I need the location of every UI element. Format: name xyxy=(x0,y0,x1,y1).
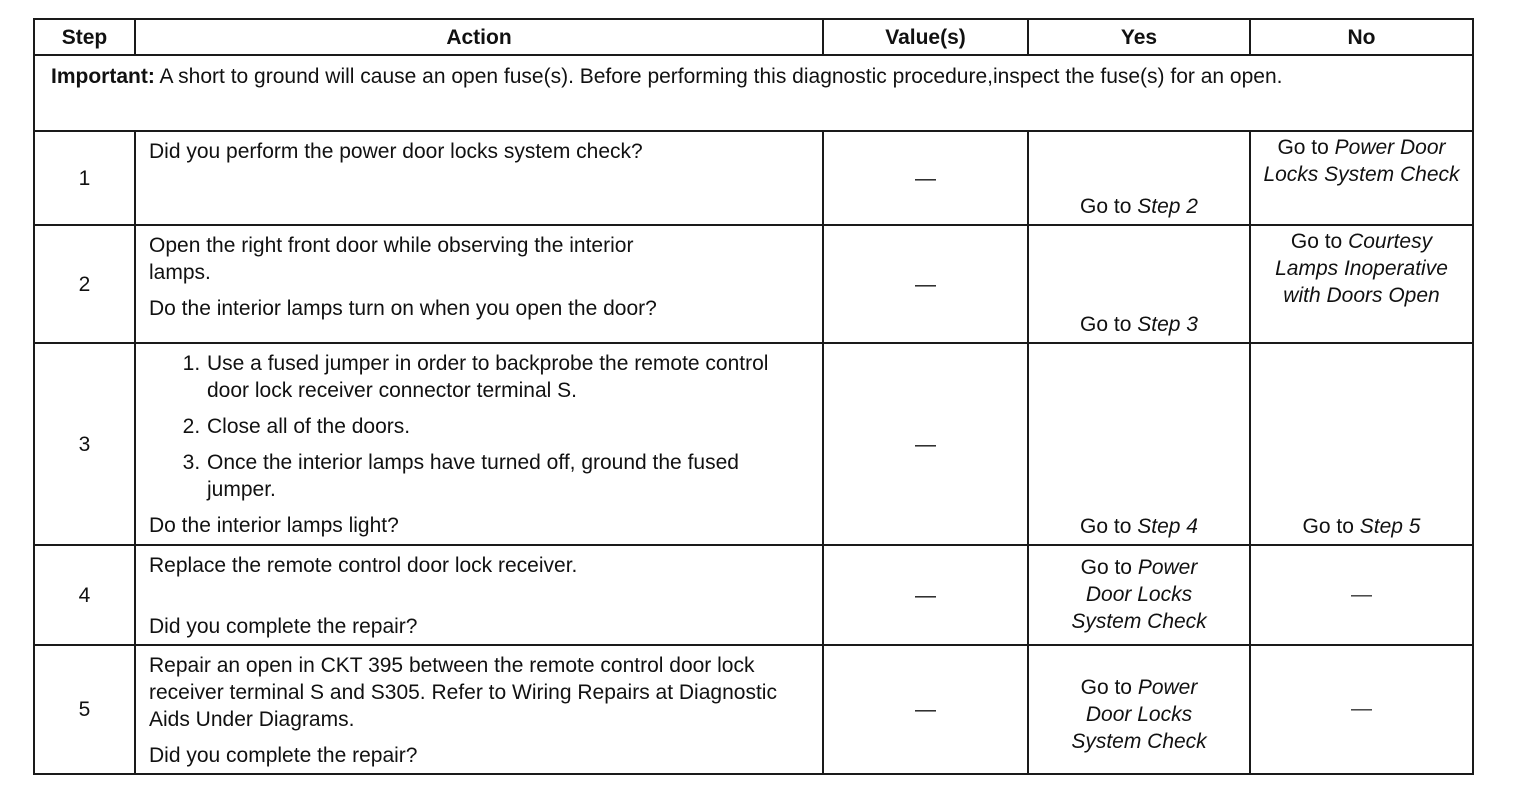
yes-cell xyxy=(1028,545,1250,645)
header-no: No xyxy=(1250,19,1473,55)
value-cell: — xyxy=(823,225,1028,343)
action-text: Repair an open in CKT 395 between the remote control door lock receiver terminal S and S305. Refer to Wiring Repairs at Diagnostic Aids Under Diagrams. xyxy=(149,654,777,731)
yes-cell xyxy=(1028,225,1250,343)
action-text: Replace the remote control door lock receiver. xyxy=(149,554,578,577)
value-cell: — xyxy=(823,545,1028,645)
table-row xyxy=(34,545,1473,645)
no-link[interactable]: Courtesy Lamps Inoperative with Doors Open xyxy=(1275,230,1448,307)
step-number: 2 xyxy=(34,225,135,343)
header-row xyxy=(34,19,1473,55)
list-item: 2. Close all of the doors. xyxy=(206,413,812,440)
yes-link[interactable]: Power Door Locks System Check xyxy=(1071,676,1207,753)
header-yes: Yes xyxy=(1028,19,1250,55)
step-number: 5 xyxy=(34,645,135,774)
table-row xyxy=(34,225,1473,343)
action-cell xyxy=(135,545,823,645)
step-number: 1 xyxy=(34,131,135,225)
action-steps-list xyxy=(149,350,812,503)
no-prefix: Go to xyxy=(1290,230,1349,253)
list-item: 1. Use a fused jumper in order to backprobe the remote control door lock receiver connector terminal S. xyxy=(206,350,812,404)
no-cell: — xyxy=(1250,545,1473,645)
yes-prefix: Go to xyxy=(1080,313,1138,336)
yes-link[interactable]: Power Door Locks System Check xyxy=(1071,556,1207,633)
important-note xyxy=(34,55,1473,131)
yes-cell xyxy=(1028,343,1250,545)
no-link[interactable]: Power Door Locks System Check xyxy=(1263,136,1460,186)
yes-cell xyxy=(1028,131,1250,225)
action-text: Open the right front door while observing the interior lamps. xyxy=(149,234,634,284)
yes-prefix: Go to xyxy=(1080,515,1138,538)
no-cell: — xyxy=(1250,645,1473,774)
no-prefix: Go to xyxy=(1302,515,1360,538)
no-cell xyxy=(1250,343,1473,545)
value-cell: — xyxy=(823,343,1028,545)
yes-link[interactable]: Step 2 xyxy=(1137,195,1198,218)
no-cell xyxy=(1250,131,1473,225)
step-number: 3 xyxy=(34,343,135,545)
yes-link[interactable]: Step 4 xyxy=(1137,515,1198,538)
value-cell: — xyxy=(823,131,1028,225)
no-prefix: Go to xyxy=(1277,136,1335,159)
action-question: Do the interior lamps turn on when you open the door? xyxy=(149,297,657,320)
action-question: Did you complete the repair? xyxy=(149,615,418,638)
yes-link[interactable]: Step 3 xyxy=(1137,313,1198,336)
action-cell xyxy=(135,225,823,343)
table-row xyxy=(34,343,1473,545)
step-number: 4 xyxy=(34,545,135,645)
important-row xyxy=(34,55,1473,131)
action-cell xyxy=(135,343,823,545)
diagnostic-table xyxy=(33,18,1474,775)
yes-prefix: Go to xyxy=(1080,676,1138,699)
important-text: A short to ground will cause an open fuse(s). Before performing this diagnostic procedure,inspect the fuse(s) for an open. xyxy=(154,65,1283,88)
table-row xyxy=(34,645,1473,774)
important-label: Important: xyxy=(51,65,155,88)
action-question: Did you complete the repair? xyxy=(149,744,418,767)
yes-prefix: Go to xyxy=(1080,556,1138,579)
yes-prefix: Go to xyxy=(1080,195,1138,218)
action-question: Did you perform the power door locks system check? xyxy=(149,140,643,163)
list-item: 3. Once the interior lamps have turned off, ground the fused jumper. xyxy=(206,449,797,503)
action-question: Do the interior lamps light? xyxy=(149,514,399,537)
action-cell xyxy=(135,131,823,225)
action-cell xyxy=(135,645,823,774)
table-row xyxy=(34,131,1473,225)
header-values: Value(s) xyxy=(823,19,1028,55)
no-link[interactable]: Step 5 xyxy=(1359,515,1421,538)
yes-cell xyxy=(1028,645,1250,774)
header-action: Action xyxy=(135,19,823,55)
header-step: Step xyxy=(34,19,135,55)
no-cell xyxy=(1250,225,1473,343)
value-cell: — xyxy=(823,645,1028,774)
